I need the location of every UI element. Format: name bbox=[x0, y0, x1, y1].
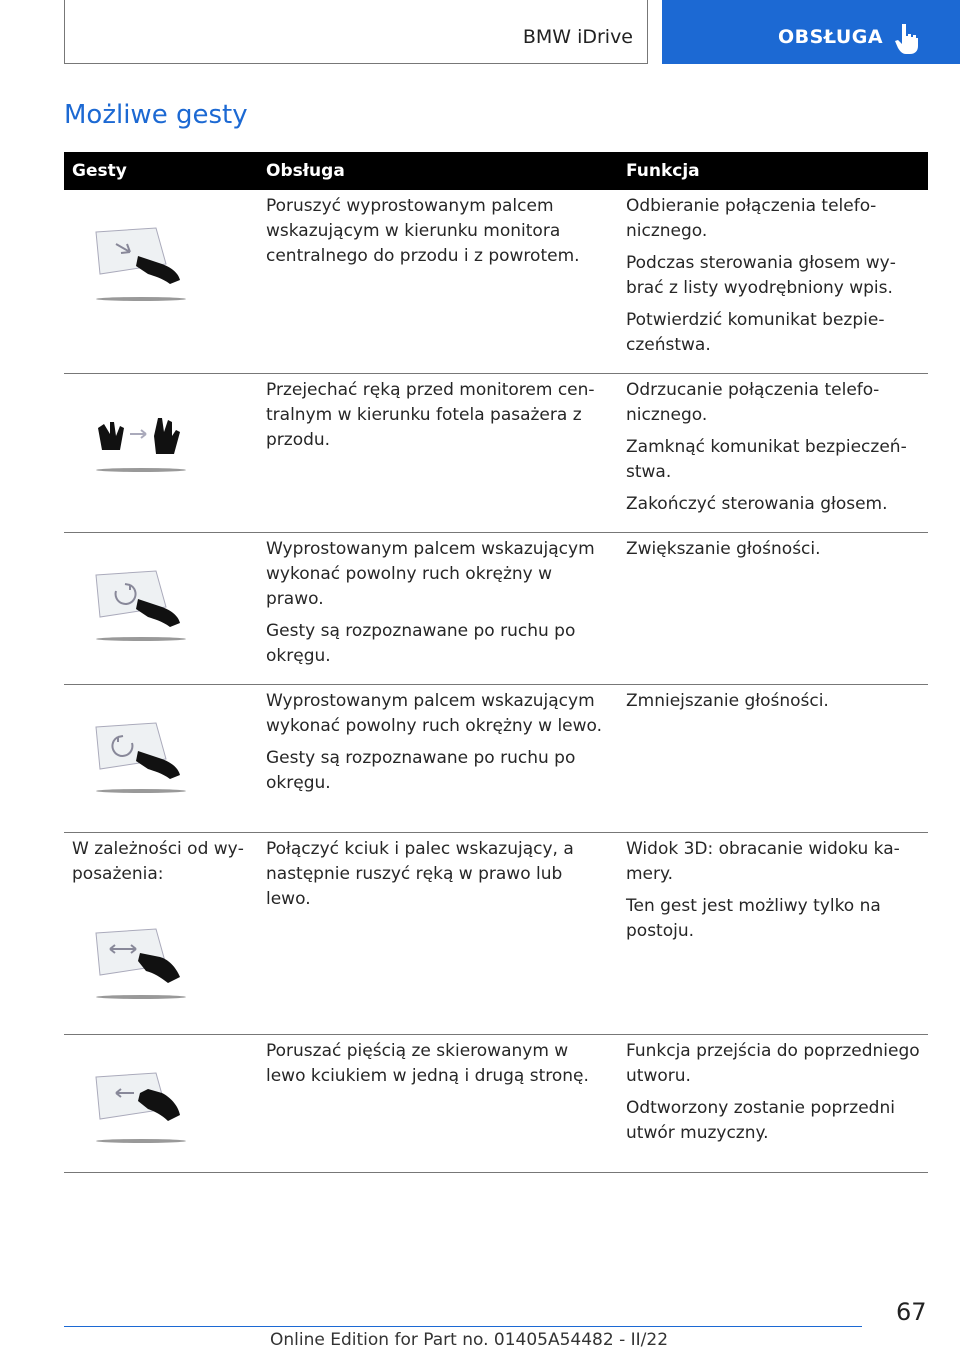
footer-edition: Online Edition for Part no. 01405A54482 - II/22 bbox=[270, 1330, 669, 1350]
table-row bbox=[64, 833, 928, 1035]
header-chapter-box bbox=[64, 0, 648, 64]
function-text: Podczas sterowania głosem wybrać z listy wyodrębniony wpis. bbox=[626, 253, 896, 298]
operation-text: Poruszać pięścią ze skierowanym w lewo kciukiem w jedną i drugą stronę. bbox=[266, 1041, 589, 1086]
pointing-hand-icon bbox=[894, 22, 922, 54]
fist-thumb-left-icon bbox=[86, 1049, 196, 1149]
operation-cell bbox=[258, 685, 618, 833]
function-text: Zmniejszanie głośności. bbox=[626, 691, 829, 711]
pinch-move-sideways-icon bbox=[86, 905, 196, 1005]
table-header-row bbox=[64, 152, 928, 190]
function-cell bbox=[618, 685, 928, 833]
finger-circle-right-icon bbox=[86, 547, 196, 647]
gesture-cell bbox=[64, 833, 258, 1035]
function-text: Funkcja przejścia do poprzedniego utworu. bbox=[626, 1041, 920, 1086]
gesture-cell bbox=[64, 1035, 258, 1173]
function-text: Odbieranie połączenia telefonicznego. bbox=[626, 196, 877, 241]
gesture-cell bbox=[64, 374, 258, 533]
table-row bbox=[64, 190, 928, 374]
table-row bbox=[64, 1035, 928, 1173]
operation-cell bbox=[258, 533, 618, 685]
function-cell bbox=[618, 533, 928, 685]
function-text: Odrzucanie połączenia telefonicznego. bbox=[626, 380, 880, 425]
page-title: Możliwe gesty bbox=[64, 100, 248, 130]
function-text: Widok 3D: obracanie widoku kamery. bbox=[626, 839, 900, 884]
function-text: Odtworzony zostanie poprzedni utwór muzyczny. bbox=[626, 1098, 895, 1143]
operation-text: Gesty są rozpoznawane po ruchu po okręgu. bbox=[266, 748, 576, 793]
function-cell bbox=[618, 1035, 928, 1173]
function-text: Zakończyć sterowania głosem. bbox=[626, 494, 888, 514]
function-text: Zwiększanie głośności. bbox=[626, 539, 821, 559]
gestures-table bbox=[64, 152, 928, 1173]
operation-cell bbox=[258, 1035, 618, 1173]
operation-text: Wyprostowanym palcem wskazującym wykonać powolny ruch okrężny w prawo. bbox=[266, 539, 595, 609]
function-text: Potwierdzić komunikat bezpieczeństwa. bbox=[626, 310, 885, 355]
function-cell bbox=[618, 374, 928, 533]
operation-text: Poruszyć wyprostowanym palcem wskazującym w kierunku monitora centralnego do przodu i z powrotem. bbox=[266, 196, 580, 266]
column-header-operation: Obsługa bbox=[258, 152, 618, 190]
chapter-title: BMW iDrive bbox=[522, 26, 633, 48]
operation-text: Wyprostowanym palcem wskazującym wykonać powolny ruch okrężny w lewo. bbox=[266, 691, 603, 736]
operation-text: Przejechać ręką przed monitorem centralnym w kierunku fotela pasażera z przodu. bbox=[266, 380, 595, 450]
operation-text: Gesty są rozpoznawane po ruchu po okręgu. bbox=[266, 621, 576, 666]
operation-cell bbox=[258, 833, 618, 1035]
operation-text: Połączyć kciuk i palec wskazujący, a następnie ruszyć ręką w prawo lub lewo. bbox=[266, 839, 574, 909]
table-row bbox=[64, 374, 928, 533]
function-text: Ten gest jest możliwy tylko na postoju. bbox=[626, 896, 881, 941]
gesture-cell bbox=[64, 533, 258, 685]
operation-cell bbox=[258, 190, 618, 374]
hand-wave-icon bbox=[86, 388, 196, 488]
header-section-box bbox=[662, 0, 960, 64]
table-row bbox=[64, 685, 928, 833]
column-header-function: Funkcja bbox=[618, 152, 928, 190]
finger-swipe-forward-icon bbox=[86, 204, 196, 304]
function-cell bbox=[618, 190, 928, 374]
page-number: 67 bbox=[896, 1298, 927, 1326]
finger-circle-left-icon bbox=[86, 699, 196, 799]
function-text: Zamknąć komunikat bezpieczeństwa. bbox=[626, 437, 907, 482]
gesture-label: W zależności od wyposażenia: bbox=[72, 839, 244, 884]
table-row bbox=[64, 533, 928, 685]
section-title: OBSŁUGA bbox=[778, 26, 884, 48]
function-cell bbox=[618, 833, 928, 1035]
operation-cell bbox=[258, 374, 618, 533]
gesture-cell bbox=[64, 685, 258, 833]
column-header-gestures: Gesty bbox=[64, 152, 258, 190]
gesture-cell bbox=[64, 190, 258, 374]
footer-divider bbox=[64, 1326, 862, 1327]
